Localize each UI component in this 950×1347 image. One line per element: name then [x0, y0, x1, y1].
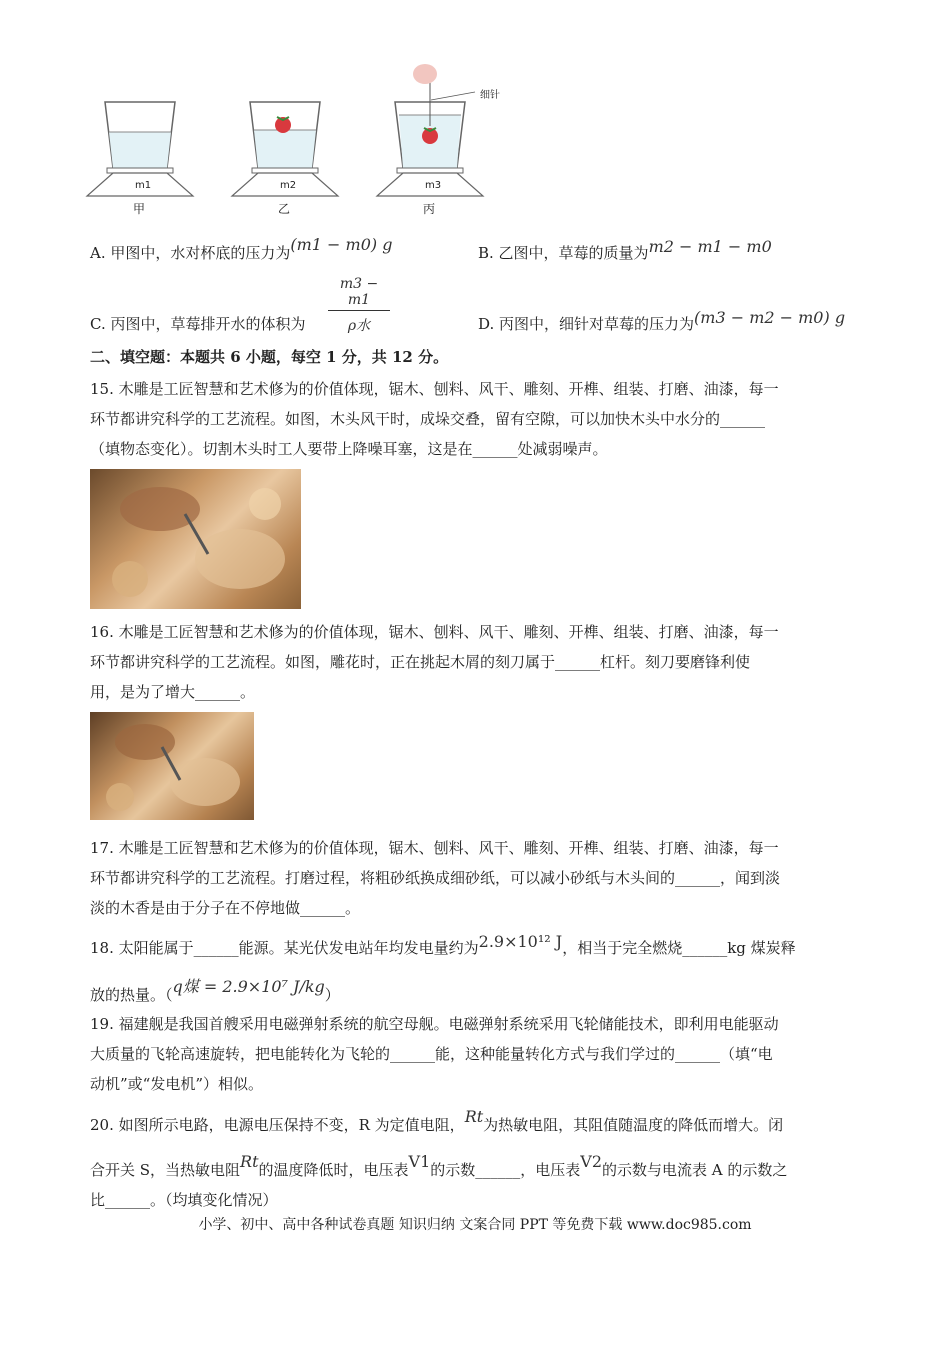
q20-line-2: [90, 1152, 788, 1185]
q16-line-2: 环节都讲究科学的工艺流程。如图，雕花时，正在挑起木屑的刻刀属于______杠杆。刻刀要磨锋利使: [90, 653, 751, 671]
q17-line-1: 17. 木雕是工匠智慧和艺术修为的价值体现，锯木、刨料、风干、雕刻、开榫、组装、打磨、油漆，每一: [90, 839, 779, 857]
option-d-text: D. 丙图中，细针对草莓的压力为: [478, 315, 695, 333]
option-b-text: B. 乙图中，草莓的质量为: [478, 244, 649, 262]
option-b: [478, 237, 772, 263]
q20-v2: V2: [580, 1152, 603, 1171]
option-c: [90, 313, 305, 334]
option-a-math: (m1 − m0) g: [290, 235, 393, 254]
q19-line-2: 大质量的飞轮高速旋转，把电能转化为飞轮的______能，这种能量转化方式与我们学过的______（填“电: [90, 1045, 773, 1063]
q20-rt: Rt: [464, 1107, 484, 1126]
cup-bing: [377, 64, 483, 196]
q18-line-2a: 放的热量。（: [90, 986, 173, 1004]
q18-part-1: 18. 太阳能属于______能源。某光伏发电站年均发电量约为: [90, 939, 479, 957]
q18-qcoal: q煤 = 2.9×10⁷ J/kg: [172, 977, 325, 996]
option-c-fraction: [328, 276, 390, 335]
q17-line-3: 淡的木香是由于分子在不停地做______。: [90, 899, 361, 917]
scale-label-m2: m2: [280, 180, 297, 191]
q20-line-2c: 的示数______，电压表: [430, 1161, 581, 1179]
wood-carving-photo-1: [90, 469, 301, 609]
q18-line-2b: ）: [324, 986, 340, 1004]
q20-line-2a: 合开关 S，当热敏电阻: [90, 1161, 241, 1179]
q20-line-3: 比______。（均填变化情况）: [90, 1191, 278, 1209]
q20-line-1b: 为热敏电阻，其阻值随温度的降低而增大。闭: [483, 1116, 784, 1134]
option-d: [478, 308, 846, 334]
figure-label-bing: 丙: [423, 202, 436, 216]
option-c-text: C. 丙图中，草莓排开水的体积为: [90, 315, 306, 333]
hand-icon: [413, 64, 437, 84]
figure-label-yi: 乙: [278, 202, 291, 216]
option-c-numerator: m3 − m1: [328, 276, 390, 311]
q19-line-3: 动机”或“发电机”）相似。: [90, 1075, 264, 1093]
option-c-denominator: ρ水: [347, 318, 371, 334]
q20-line-1a: 20. 如图所示电路，电源电压保持不变，R 为定值电阻，: [90, 1116, 465, 1134]
q18-energy: 2.9×10¹² J: [478, 932, 563, 951]
q16-line-3: 用，是为了增大______。: [90, 683, 256, 701]
q20-line-1: [90, 1107, 784, 1140]
q15-line-1: 15. 木雕是工匠智慧和艺术修为的价值体现，锯木、刨料、风干、雕刻、开榫、组装、打磨、油漆，每一: [90, 380, 779, 398]
q20-line-2b: 的温度降低时，电压表: [258, 1161, 409, 1179]
q19-line-1: 19. 福建舰是我国首艘采用电磁弹射系统的航空母舰。电磁弹射系统采用飞轮储能技术，即利用电能驱动: [90, 1015, 779, 1033]
figure-label-jia: 甲: [133, 202, 146, 216]
wood-carving-photo-2: [90, 712, 254, 820]
cups-figure: [85, 60, 515, 220]
option-b-math: m2 − m1 − m0: [648, 237, 772, 256]
section-title: 二、填空题：本题共 6 小题，每空 1 分，共 12 分。: [90, 348, 449, 366]
needle-label: 细针: [480, 90, 500, 101]
page-footer: 小学、初中、高中各种试卷真题 知识归纳 文案合同 PPT 等免费下载 www.doc985.com: [198, 1217, 752, 1233]
q15-line-2: 环节都讲究科学的工艺流程。如图，木头风干时，成垛交叠，留有空隙，可以加快木头中水分的______: [90, 410, 766, 428]
q18-line-1: [90, 933, 796, 963]
q17-line-2: 环节都讲究科学的工艺流程。打磨过程，将粗砂纸换成细砂纸，可以减小砂纸与木头间的______，闻到淡: [90, 869, 781, 887]
q15-line-3: （填物态变化）。切割木头时工人要带上降噪耳塞，这是在______处减弱噪声。: [90, 440, 608, 458]
q20-v1: V1: [408, 1152, 431, 1171]
option-a-text: A. 甲图中，水对杯底的压力为: [90, 244, 291, 262]
option-d-math: (m3 − m2 − m0) g: [694, 308, 846, 327]
option-a: [90, 235, 393, 263]
scale-label-m1: m1: [135, 180, 152, 191]
scale-label-m3: m3: [425, 180, 442, 191]
q16-line-1: 16. 木雕是工匠智慧和艺术修为的价值体现，锯木、刨料、风干、雕刻、开榫、组装、打磨、油漆，每一: [90, 623, 779, 641]
q20-line-2d: 的示数与电流表 A 的示数之: [602, 1161, 788, 1179]
q18-part-2: ，相当于完全燃烧______kg 煤炭释: [562, 939, 796, 957]
q20-rt-2: Rt: [240, 1152, 259, 1171]
q18-line-2: [90, 977, 340, 1010]
